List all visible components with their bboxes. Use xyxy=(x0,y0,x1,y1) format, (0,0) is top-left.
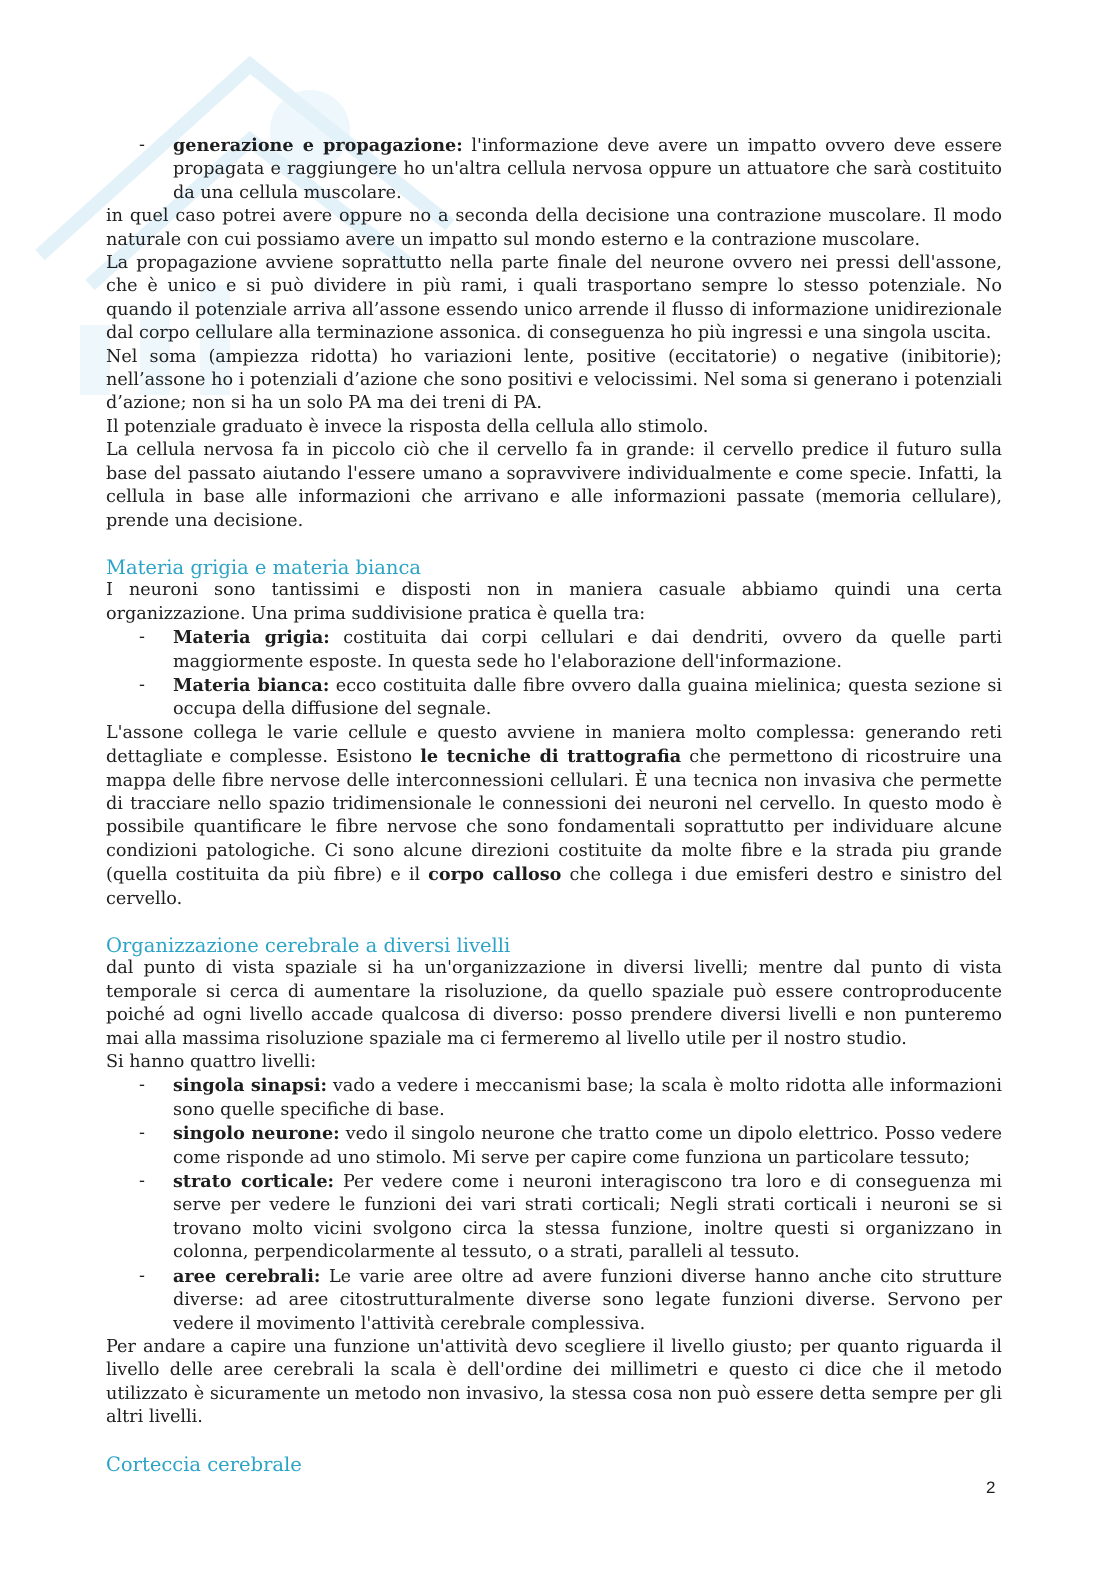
bullet-text: vedo il singolo neurone che tratto come un dipolo elettrico. Posso vedere come risponde ad uno stimolo. Mi serve per capire come funziona un particolare tessuto; xyxy=(173,1124,1002,1168)
paragraph: in quel caso potrei avere oppure no a seconda della decisione una contrazione muscolare. Il modo naturale con cui possiamo avere un impatto sul mondo esterno e la contrazione muscolare. xyxy=(106,206,1002,250)
bullet-dash: - xyxy=(139,674,145,695)
page-content xyxy=(106,134,1002,1476)
section-heading: Organizzazione cerebrale a diversi livelli xyxy=(106,934,511,957)
bullet-term: generazione e propagazione: xyxy=(173,135,463,156)
bullet-dash: - xyxy=(139,1171,145,1192)
intro-bullet-list xyxy=(106,134,1002,205)
list-item xyxy=(106,1265,1002,1336)
bullet-dash: - xyxy=(139,627,145,648)
list-item xyxy=(106,134,1002,205)
bullet-dash: - xyxy=(139,1265,145,1286)
bullet-text: costituita dai corpi cellulari e dai dendriti, ovvero da quelle parti maggiormente esposte. In questa sede ho l'elaborazione dell'informazione. xyxy=(173,628,1002,672)
paragraph: I neuroni sono tantissimi e disposti non in maniera casuale abbiamo quindi una certa organizzazione. Una prima suddivisione pratica è quella tra: xyxy=(106,580,1002,624)
paragraph xyxy=(106,722,1002,911)
bullet-dash: - xyxy=(139,1075,145,1096)
bullet-term: singola sinapsi: xyxy=(173,1075,328,1097)
bullet-term: singolo neurone: xyxy=(173,1123,340,1145)
list-item xyxy=(106,1074,1002,1122)
levels-bullet-list xyxy=(106,1074,1002,1335)
paragraph: Si hanno quattro livelli: xyxy=(106,1052,317,1073)
section-heading: Materia grigia e materia bianca xyxy=(106,555,421,579)
bullet-term: Materia bianca: xyxy=(173,674,330,696)
bullet-term: strato corticale: xyxy=(173,1171,335,1193)
bold-term: corpo calloso xyxy=(428,864,562,886)
bullet-term: Materia grigia: xyxy=(173,627,330,649)
text-run: L'assone collega le varie cellule e questo avviene in maniera molto complessa: generando reti dettagliate e complesse. Esistono xyxy=(106,722,1002,768)
text-run: che collega i due emisferi destro e sinistro del cervello. xyxy=(106,865,1003,909)
paragraph: Il potenziale graduato è invece la risposta della cellula allo stimolo. xyxy=(106,416,709,437)
paragraph: Nel soma (ampiezza ridotta) ho variazioni lente, positive (eccitatorie) o negative (inibitorie); nell’assone ho i potenziali d’azione che sono positivi e velocissimi. Nel soma si generano i potenziali d’azione; non si ha un solo PA ma dei treni di PA. xyxy=(106,346,1002,414)
paragraph: Per andare a capire una funzione un'attività devo scegliere il livello giusto; per quanto riguarda il livello delle aree cerebrali la scala è dell'ordine dei millimetri e questo ci dice che il metodo utilizzato è sicuramente un metodo non invasivo, la stessa cosa non può essere detta sempre per gli altri livelli. xyxy=(106,1336,1002,1428)
bullet-text: l'informazione deve avere un impatto ovvero deve essere propagata e raggiungere ho un'altra cellula nervosa oppure un attuatore che sarà costituito da una cellula muscolare. xyxy=(173,136,1002,203)
bullet-dash: - xyxy=(139,135,145,155)
matter-bullet-list xyxy=(106,626,1002,722)
bullet-dash: - xyxy=(139,1123,145,1144)
list-item xyxy=(106,1122,1002,1170)
bold-term: le tecniche di trattografia xyxy=(420,746,682,768)
text-run: che permettono di ricostruire una mappa delle fibre nervose delle interconnessioni cellulari. È una tecnica non invasiva che permette di tracciare nello spazio tridimensionale le connessioni dei neuroni nel cervello. In questo modo è possibile quantificare le fibre nervose che sono fondamentali soprattutto per individuare alcune condizioni patologiche. Ci sono alcune direzioni costituite da molte fibre e la strada piu grande (quella costituita da più fibre) e il xyxy=(106,747,1002,886)
bullet-text: Le varie aree oltre ad avere funzioni diverse hanno anche cito strutture diverse: ad aree citostrutturalmente diverse sono legate funzioni diverse. Servono per vedere il movimento l'attività cerebrale complessiva. xyxy=(173,1266,1002,1334)
list-item xyxy=(106,626,1002,674)
bullet-text: Per vedere come i neuroni interagiscono tra loro e di conseguenza mi serve per vedere le funzioni dei vari strati corticali; Negli strati corticali i neuroni se si trovano molto vicini svolgono circa la stessa funzione, inoltre questi si organizzano in colonna, perpendicolarmente al tessuto, o a strati, paralleli al tessuto. xyxy=(173,1172,1002,1263)
page-number: 2 xyxy=(986,1478,996,1497)
list-item xyxy=(106,674,1002,722)
paragraph: La propagazione avviene soprattutto nella parte finale del neurone ovvero nei pressi dell'assone, che è unico e si può dividere in più rami, i quali trasportano sempre lo stesso potenziale. No quando il potenziale arriva all’assone essendo unico arrende il flusso di informazione unidirezionale dal corpo cellulare alla terminazione assonica. di conseguenza ho più ingressi e una singola uscita. xyxy=(106,253,1002,344)
bullet-text: ecco costituita dalle fibre ovvero dalla guaina mielinica; questa sezione si occupa della diffusione del segnale. xyxy=(173,675,1003,720)
bullet-text: vado a vedere i meccanismi base; la scala è molto ridotta alle informazioni sono quelle specifiche di base. xyxy=(173,1076,1002,1120)
bullet-term: aree cerebrali: xyxy=(173,1265,321,1287)
paragraph: dal punto di vista spaziale si ha un'organizzazione in diversi livelli; mentre dal punto di vista temporale si cerca di aumentare la risoluzione, da quello spaziale può essere controproducente poiché ad ogni livello accade qualcosa di diverso: posso prendere diversi livelli e non punteremo mai alla massima risoluzione spaziale ma ci fermeremo al livello utile per il nostro studio. xyxy=(106,958,1002,1049)
paragraph: La cellula nervosa fa in piccolo ciò che il cervello fa in grande: il cervello predice il futuro sulla base del passato aiutando l'essere umano a sopravvivere individualmente e come specie. Infatti, la cellula in base alle informazioni che arrivano e alle informazioni passate (memoria cellulare), prende una decisione. xyxy=(106,440,1002,531)
list-item xyxy=(106,1170,1002,1265)
section-heading: Corteccia cerebrale xyxy=(106,1452,302,1476)
